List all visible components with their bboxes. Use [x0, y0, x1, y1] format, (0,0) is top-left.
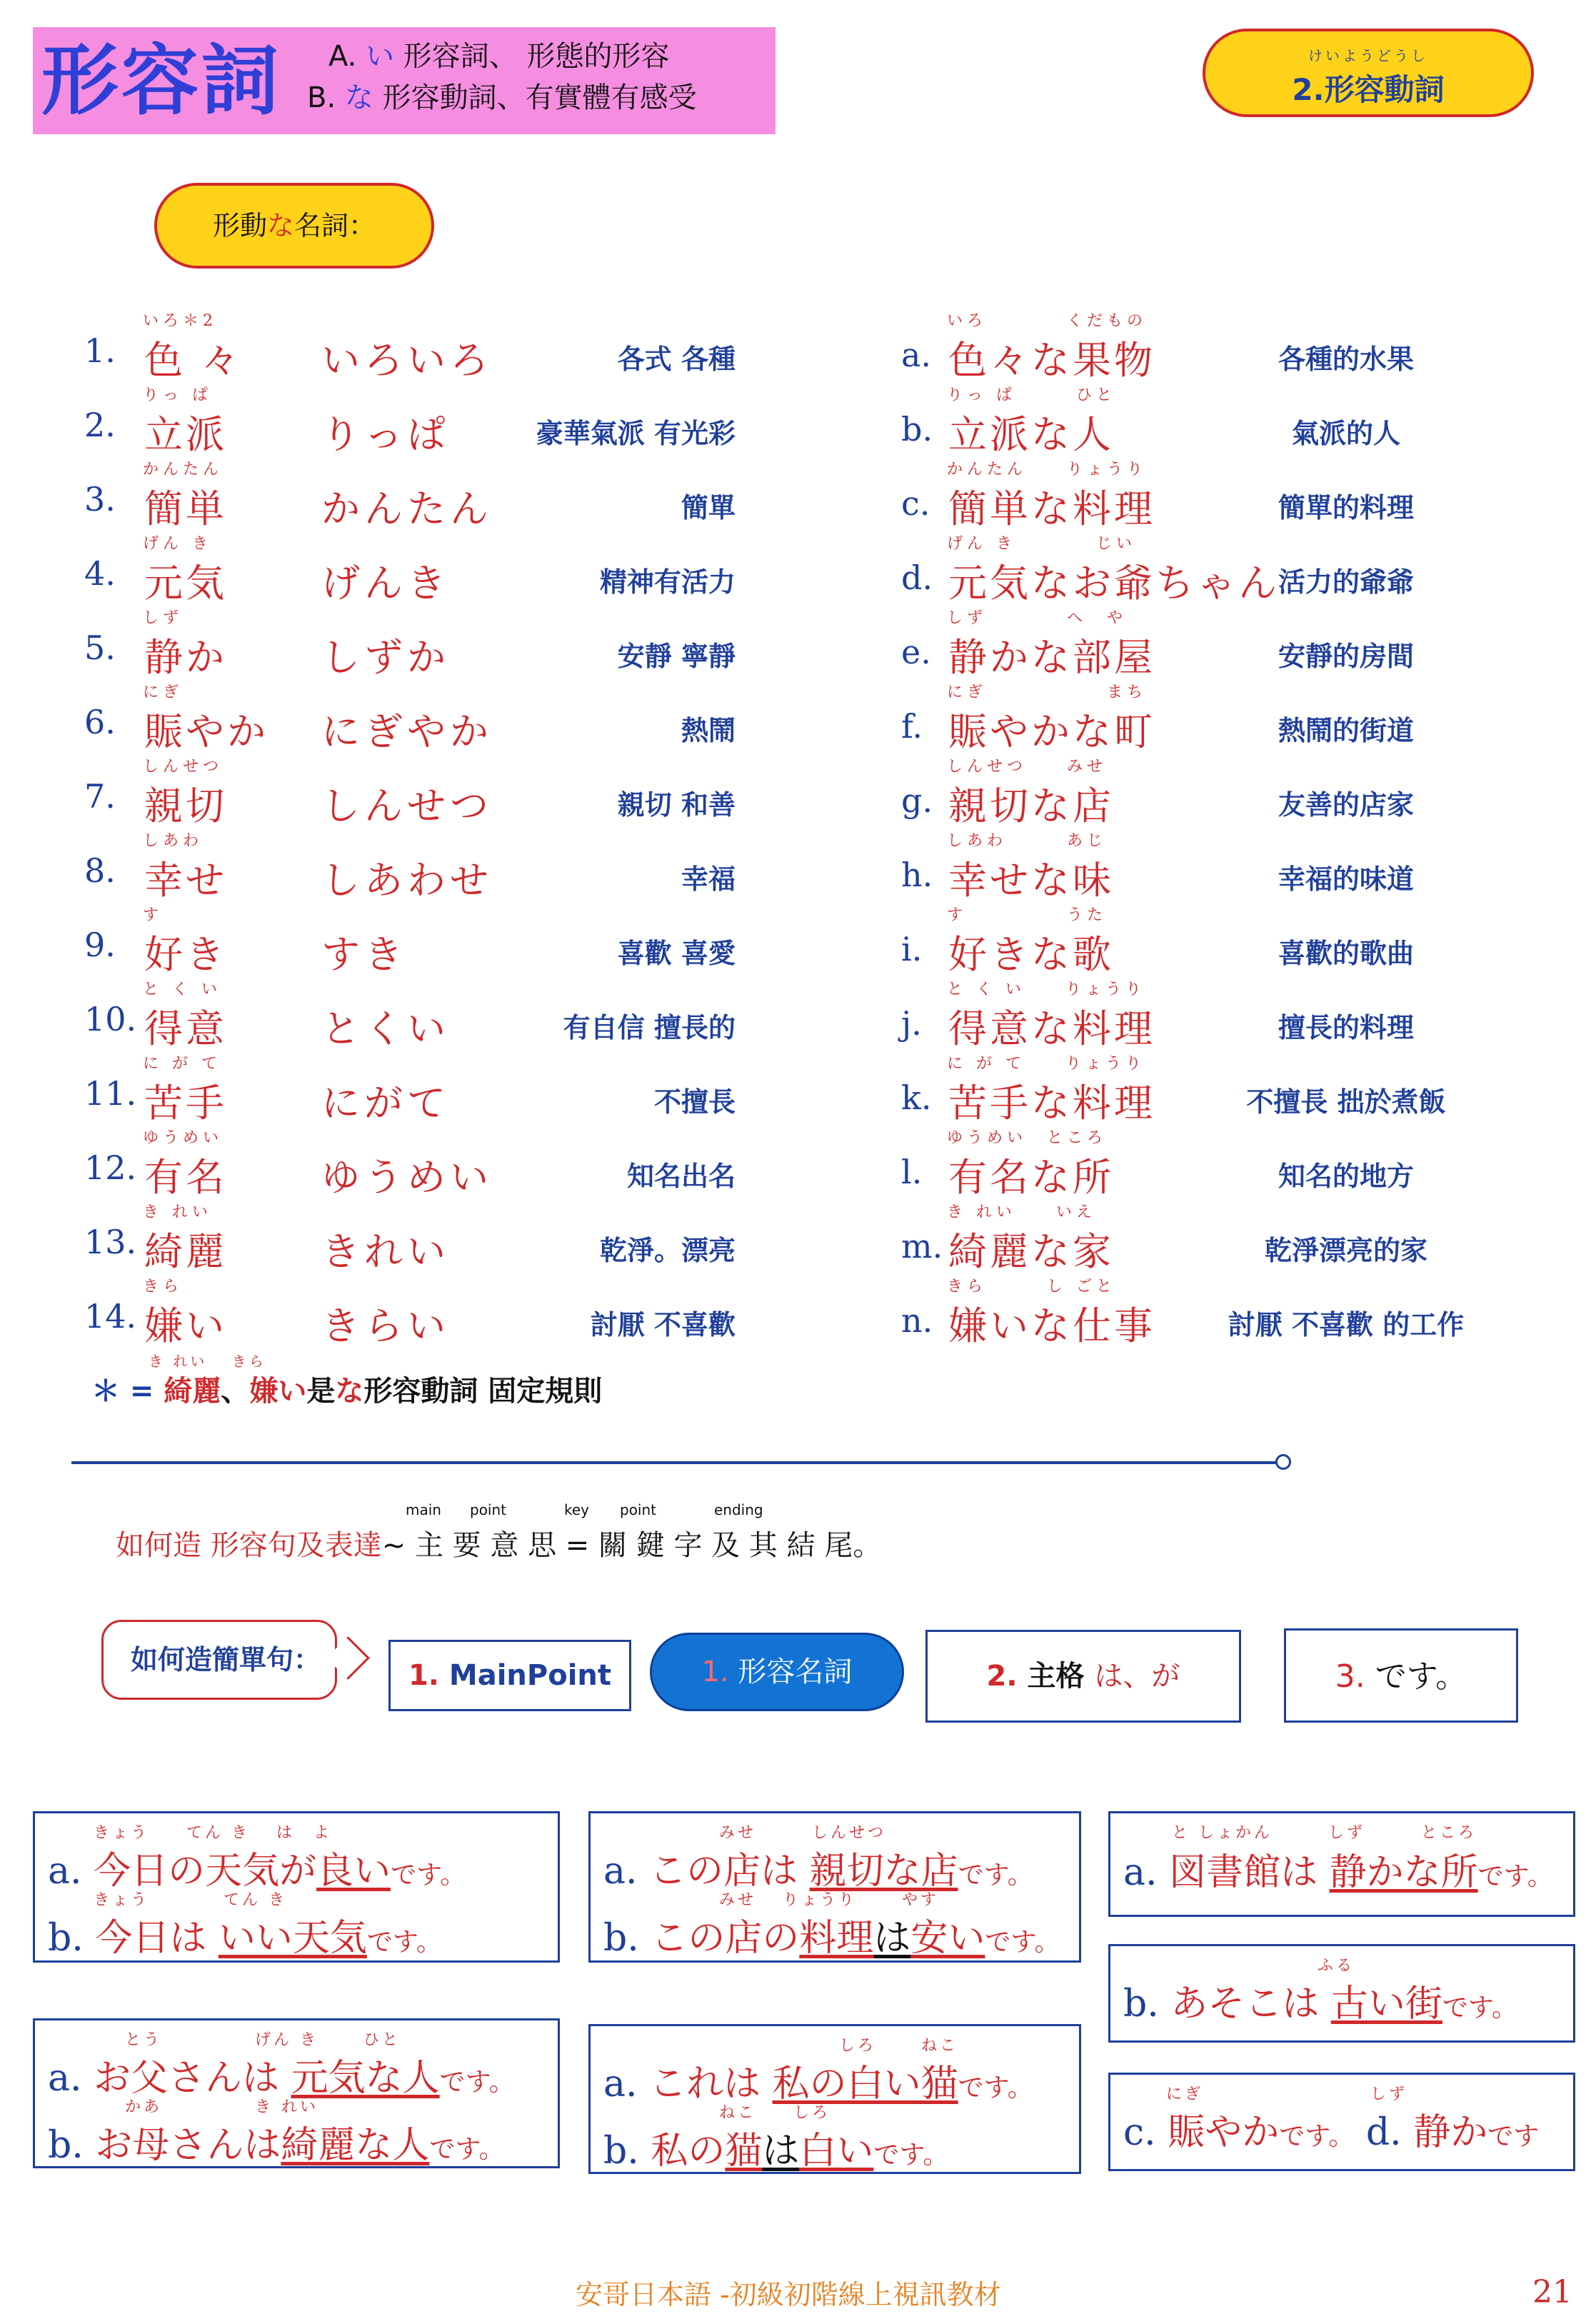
phrase-letter: j. — [901, 1004, 922, 1043]
phrase-letter: l. — [901, 1153, 923, 1191]
vocab-word: 苦手 — [144, 1081, 227, 1126]
vocab-word: 綺麗 — [144, 1229, 227, 1274]
phrase-meaning: 幸福的味道 — [1278, 863, 1414, 895]
phrase-meaning: 各種的水果 — [1278, 344, 1414, 375]
phrase-meaning: 擅長的料理 — [1278, 1012, 1414, 1043]
vocab-word: 得意 — [144, 1006, 227, 1051]
vocab-number: 8. — [84, 851, 116, 890]
example-sentence: a. 今日の天気が良いです。 — [48, 1850, 466, 1893]
vocab-row — [0, 457, 1591, 531]
example-sentence: b. 私の猫は白いです。 — [603, 2130, 949, 2173]
phrase-meaning: 活力的爺爺 — [1278, 566, 1414, 598]
vocab-number: 2. — [84, 406, 116, 444]
step-adjective-noun: 1. 形容名詞 — [650, 1633, 904, 1711]
vocab-phrase: 苦手な料理 — [948, 1081, 1155, 1126]
phrase-ruby: ゆうめい ところ — [947, 1129, 1108, 1147]
vocab-phrase: 静かな部屋 — [948, 635, 1155, 680]
vocab-reading: いろいろ — [321, 338, 493, 383]
vocab-reading: しんせつ — [321, 783, 493, 828]
how-to-sentence: 如何造 形容句及表達~ 主 要 意 思 = 關 鍵 字 及 其 結 尾。 — [116, 1529, 882, 1562]
vocab-ruby: き れい — [143, 1203, 212, 1221]
vocab-phrase: 嫌いな仕事 — [948, 1303, 1155, 1348]
vocab-row — [0, 606, 1591, 680]
vocab-number: 9. — [84, 926, 116, 964]
vocab-phrase: 得意な料理 — [948, 1006, 1155, 1051]
phrase-ruby: しんせつ みせ — [947, 758, 1108, 776]
vocab-meaning: 豪華氣派 有光彩 — [536, 418, 736, 449]
vocab-number: 14. — [84, 1297, 137, 1336]
vocab-number: 4. — [84, 554, 116, 593]
phrase-letter: k. — [901, 1078, 932, 1117]
vocab-number: 7. — [84, 777, 116, 816]
phrase-meaning: 熱鬧的街道 — [1278, 715, 1414, 746]
vocab-number: 1. — [84, 331, 116, 370]
vocab-ruby: と く い — [143, 981, 221, 998]
vocab-word: 元気 — [144, 561, 227, 606]
vocab-meaning: 簡單 — [681, 492, 736, 524]
vocab-phrase: 幸せな味 — [948, 858, 1114, 903]
how-to-bubble: 如何造簡單句： — [101, 1620, 337, 1700]
phrase-letter: c. — [901, 484, 930, 523]
phrase-meaning: 討厭 不喜歡 的工作 — [1228, 1309, 1465, 1341]
vocab-row — [0, 828, 1591, 903]
footer-text: 安哥日本語 -初級初階線上視訊教材 — [576, 2279, 1001, 2310]
vocab-reading: にがて — [321, 1081, 450, 1126]
vocab-number: 6. — [84, 703, 116, 741]
phrase-meaning: 喜歡的歌曲 — [1278, 938, 1414, 969]
vocab-phrase: 綺麗な家 — [948, 1229, 1114, 1274]
vocab-ruby: きら — [143, 1278, 184, 1296]
example-sentence: a. お父さんは 元気な人です。 — [48, 2057, 515, 2100]
phrase-ruby: と く い りょうり — [947, 981, 1145, 998]
vocab-phrase: 有名な所 — [948, 1155, 1114, 1200]
vocab-ruby: りっ ぱ — [143, 386, 212, 404]
vocab-reading: りっぱ — [321, 412, 450, 457]
phrase-meaning: 友善的店家 — [1278, 789, 1414, 821]
example-box-4: ふる b. あそこは 古い街です。 — [1108, 1944, 1575, 2043]
vocab-reading: ゆうめい — [321, 1155, 493, 1200]
example-box-1: きょう てん き は よ a. 今日の天気が良いです。 きょう てん き b. 今日は いい天気です。 — [33, 1811, 560, 1963]
vocab-phrase: 立派な人 — [948, 412, 1114, 457]
phrase-ruby: げん き じい — [947, 535, 1136, 553]
vocab-row — [0, 680, 1591, 754]
vocab-row — [0, 903, 1591, 977]
vocab-reading: すき — [321, 932, 407, 977]
phrase-ruby: す うた — [947, 906, 1108, 924]
phrase-meaning: 不擅長 拙於煮飯 — [1246, 1086, 1446, 1118]
vocab-ruby: にぎ — [143, 683, 184, 701]
vocab-row — [0, 383, 1591, 457]
category-pill — [1203, 29, 1534, 117]
vocab-meaning: 有自信 擅長的 — [563, 1012, 736, 1043]
example-sentence: a. この店は 親切な店です。 — [603, 1850, 1033, 1893]
step-subject-marker: 2. 主格 は、が — [925, 1630, 1241, 1723]
vocab-number: 5. — [84, 628, 116, 667]
example-box-3: と しょかん しず ところ a. 図書館は 静かな所です。 — [1108, 1811, 1575, 1917]
vocab-row — [0, 1051, 1591, 1126]
example-sentence: b. お母さんは綺麗な人です。 — [48, 2124, 505, 2167]
vocab-reading: げんき — [321, 561, 450, 606]
phrase-ruby: きら し ごと — [947, 1278, 1116, 1296]
vocab-meaning: 各式 各種 — [617, 344, 736, 375]
vocab-word: 立派 — [144, 412, 227, 457]
vocab-ruby: かんたん — [143, 461, 224, 479]
vocab-reading: にぎやか — [321, 709, 493, 754]
vocab-reading: しあわせ — [321, 858, 493, 903]
example-sentence: b. この店の料理は安いです。 — [603, 1917, 1060, 1960]
vocab-word: 色 々 — [144, 338, 243, 383]
vocab-reading: きれい — [321, 1229, 450, 1274]
vocab-word: 幸せ — [144, 858, 227, 903]
section-divider — [71, 1461, 1278, 1464]
vocab-word: 簡単 — [144, 486, 227, 531]
vocab-word: 親切 — [144, 783, 227, 828]
vocab-ruby: しんせつ — [143, 758, 224, 776]
vocab-row — [0, 531, 1591, 606]
phrase-ruby: しあわ あじ — [947, 832, 1108, 850]
page-title: 形容詞 — [41, 36, 282, 126]
vocab-phrase: 好きな歌 — [948, 932, 1114, 977]
vocab-number: 11. — [84, 1074, 137, 1113]
phrase-ruby: にぎ まち — [947, 683, 1148, 701]
phrase-letter: b. — [901, 410, 933, 449]
vocab-meaning: 幸福 — [681, 863, 736, 895]
vocab-word: 賑やか — [144, 709, 268, 754]
vocab-ruby: しず — [143, 609, 184, 627]
vocab-ruby: げん き — [143, 535, 212, 553]
vocab-phrase: 親切な店 — [948, 783, 1114, 828]
page-number: 21 — [1532, 2274, 1572, 2310]
phrase-ruby: に が て りょうり — [947, 1055, 1145, 1073]
phrase-letter: a. — [901, 336, 932, 374]
phrase-letter: h. — [901, 856, 933, 894]
phrase-meaning: 氣派的人 — [1291, 418, 1400, 449]
vocab-row — [0, 977, 1591, 1051]
vocab-meaning: 知名出名 — [626, 1161, 736, 1192]
phrase-letter: f. — [901, 707, 923, 746]
vocab-row — [0, 1200, 1591, 1274]
vocab-row — [0, 1126, 1591, 1200]
example-sentence: b. 今日は いい天気です。 — [48, 1917, 443, 1960]
vocab-reading: とくい — [321, 1006, 450, 1051]
vocab-row — [0, 1274, 1591, 1348]
vocab-reading: きらい — [321, 1303, 450, 1348]
category-label: 2.形容動詞 — [1292, 72, 1445, 107]
vocab-phrase: 色々な果物 — [948, 338, 1155, 383]
vocab-row — [0, 754, 1591, 828]
vocab-reading: かんたん — [321, 486, 493, 531]
phrase-meaning: 安靜的房間 — [1278, 641, 1414, 672]
phrase-ruby: き れい いえ — [947, 1203, 1096, 1221]
example-sentence: a. 図書館は 静かな所です。 — [1123, 1851, 1553, 1894]
vocab-ruby: いろ＊2 — [143, 312, 217, 330]
section-pill: 形動な名詞： — [154, 183, 434, 269]
vocab-phrase: 賑やかな町 — [948, 709, 1155, 754]
example-box-6: しろ ねこ a. これは 私の白い猫です。 ねこ しろ b. 私の猫は白いです。 — [588, 2024, 1081, 2174]
vocab-number: 13. — [84, 1223, 137, 1261]
example-sentence: c. 賑やかです。 d. 静かです — [1123, 2111, 1540, 2154]
vocab-meaning: 精神有活力 — [599, 566, 736, 598]
phrase-meaning: 簡單的料理 — [1278, 492, 1414, 524]
phrase-meaning: 知名的地方 — [1278, 1161, 1414, 1192]
example-box-5: とう げん き ひと a. お父さんは 元気な人です。 かあ き れい b. お母さんは綺麗な人です。 — [33, 2018, 560, 2168]
divider-end-dot — [1275, 1454, 1291, 1470]
vocab-number: 10. — [84, 1000, 137, 1038]
vocab-word: 嫌い — [144, 1303, 227, 1348]
phrase-ruby: しず へ や — [947, 609, 1128, 627]
vocab-ruby: に が て — [143, 1055, 221, 1073]
vocab-ruby: す — [143, 906, 164, 924]
vocab-meaning: 親切 和善 — [617, 789, 736, 821]
vocab-ruby: ゆうめい — [143, 1129, 224, 1147]
step-main-point: 1. MainPoint — [388, 1640, 631, 1711]
phrase-letter: e. — [901, 633, 931, 671]
phrase-letter: d. — [901, 559, 933, 597]
step-desu: 3. です。 — [1284, 1628, 1518, 1723]
rule-ruby: き れい きら — [149, 1353, 266, 1370]
vocab-number: 12. — [84, 1148, 137, 1187]
example-box-2: みせ しんせつ a. この店は 親切な店です。 みせ りょうり やす b. この店の料理は安いです。 — [588, 1811, 1081, 1963]
subtitle-line-b: B. な 形容動詞、有實體有感受 — [307, 81, 697, 114]
vocab-phrase: 簡単な料理 — [948, 486, 1155, 531]
example-box-7: にぎ しず c. 賑やかです。 d. 静かです — [1108, 2073, 1575, 2171]
phrase-letter: m. — [901, 1227, 943, 1266]
vocab-phrase: 元気なお爺ちゃん — [948, 561, 1280, 606]
example-sentence: a. これは 私の白い猫です。 — [603, 2063, 1033, 2105]
vocab-ruby: しあわ — [143, 832, 204, 850]
vocab-reading: しずか — [321, 635, 450, 680]
phrase-letter: i. — [901, 930, 923, 968]
vocab-word: 好き — [144, 932, 227, 977]
phrase-ruby: かんたん りょうり — [947, 461, 1148, 479]
category-ruby: けいようどうし — [1308, 47, 1428, 64]
vocab-number: 3. — [84, 480, 116, 519]
phrase-letter: g. — [901, 781, 933, 820]
phrase-meaning: 乾淨漂亮的家 — [1264, 1235, 1427, 1266]
vocab-word: 静か — [144, 635, 227, 680]
phrase-letter: n. — [901, 1301, 933, 1340]
phrase-ruby: りっ ぱ ひと — [947, 386, 1116, 404]
example-sentence: b. あそこは 古い街です。 — [1123, 1983, 1518, 2025]
vocab-meaning: 熱鬧 — [681, 715, 736, 746]
rule-note: ＊ = 綺麗、嫌い是な形容動詞 固定規則 — [91, 1375, 603, 1408]
vocab-meaning: 乾淨。漂亮 — [599, 1235, 736, 1266]
vocab-meaning: 不擅長 — [653, 1086, 736, 1118]
vocab-meaning: 喜歡 喜愛 — [617, 938, 736, 969]
vocab-row — [0, 309, 1591, 383]
vocab-meaning: 安靜 寧靜 — [617, 641, 736, 672]
vocab-word: 有名 — [144, 1155, 227, 1200]
vocab-meaning: 討厭 不喜歡 — [590, 1309, 736, 1341]
subtitle-line-a: A. い 形容詞、 形態的形容 — [328, 40, 670, 73]
phrase-ruby: いろ くだもの — [947, 312, 1148, 330]
